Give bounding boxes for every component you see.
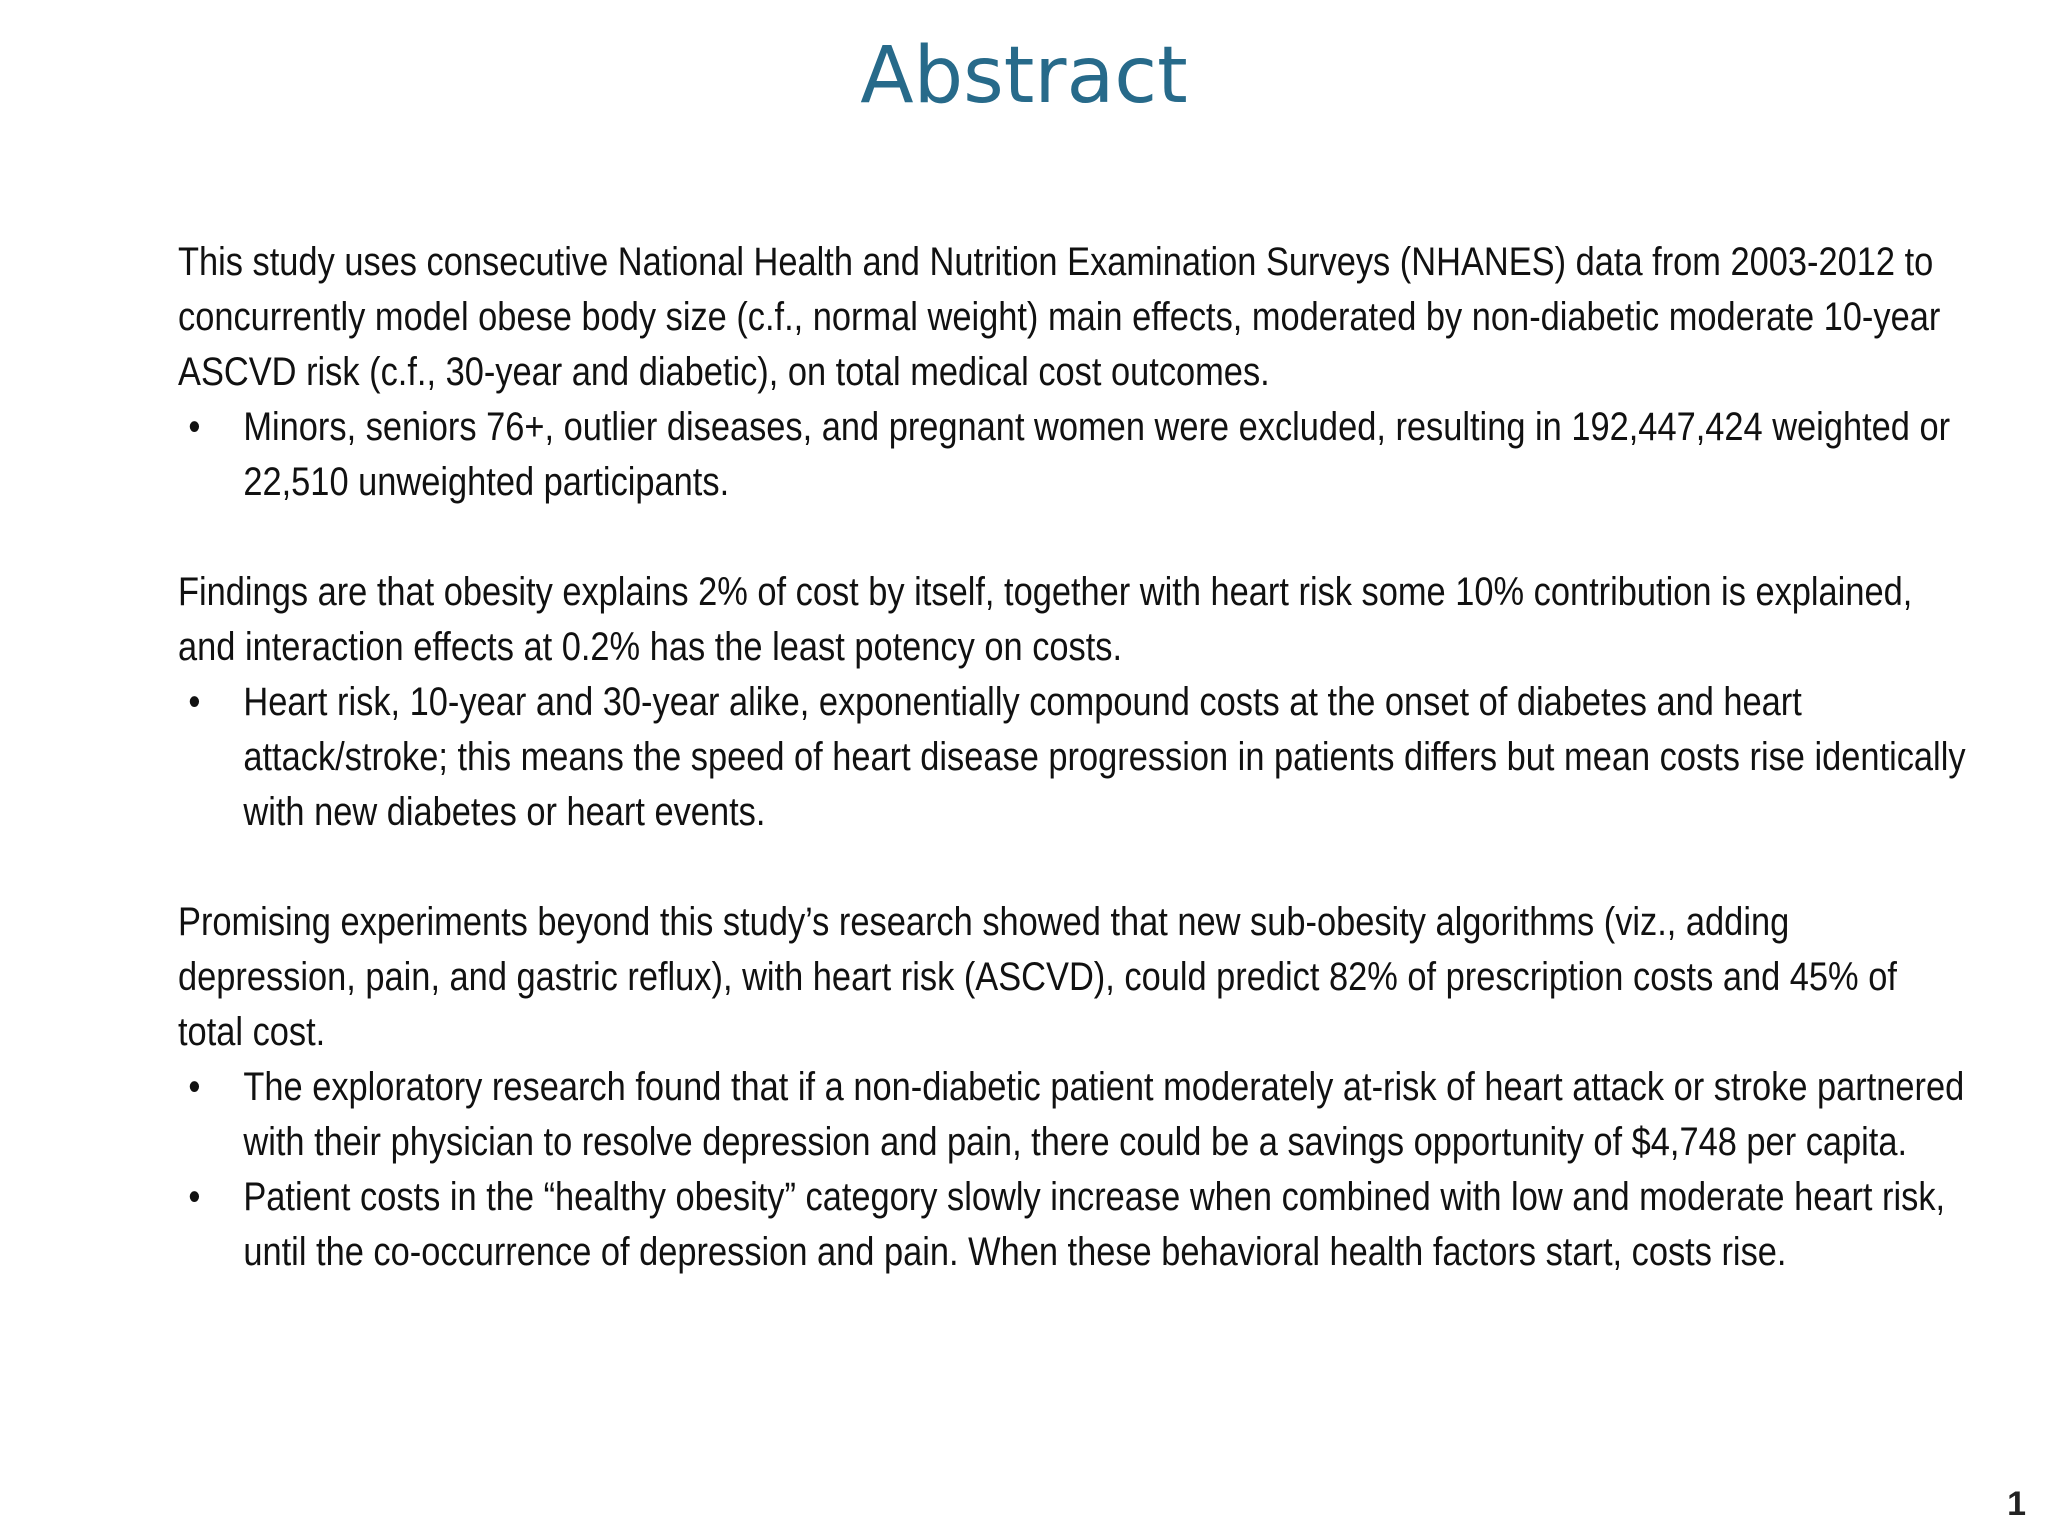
bullet-dot: •	[188, 1175, 201, 1219]
bullet-list	[178, 675, 1968, 840]
abstract-body	[178, 235, 1966, 1280]
section-study-design	[178, 235, 1968, 510]
bullet-item	[178, 1170, 1968, 1280]
bullet-dot: •	[188, 405, 201, 449]
slide-title: Abstract	[860, 31, 1188, 121]
bullet-item	[178, 1060, 1968, 1170]
paragraph-experiments: Promising experiments beyond this study’s research showed that new sub-obesity algorithms (viz., adding depression, pain, and gastric reflux), with heart risk (ASCVD), could predict 82% of prescription costs and 45% of total cost.	[178, 900, 1897, 1054]
paragraph-study-design: This study uses consecutive National Health and Nutrition Examination Surveys (NHANES) data from 2003-2012 to concurrently model obese body size (c.f., normal weight) main effects, moderated by non-diabetic moderate 10-year ASCVD risk (c.f., 30-year and diabetic), on total medical cost outcomes.	[178, 240, 1941, 394]
page-number: 1	[2007, 1485, 2026, 1523]
bullet-text: Heart risk, 10-year and 30-year alike, exponentially compound costs at the onset of diabetes and heart attack/stroke; this means the speed of heart disease progression in patients differs but mean costs rise identically with new diabetes or heart events.	[243, 680, 1966, 834]
section-findings	[178, 565, 1968, 840]
bullet-text: Patient costs in the “healthy obesity” category slowly increase when combined with low and moderate heart risk, until the co-occurrence of depression and pain. When these behavioral health factors start, costs rise.	[243, 1175, 1946, 1274]
bullet-text: The exploratory research found that if a non-diabetic patient moderately at-risk of heart attack or stroke partnered with their physician to resolve depression and pain, there could be a savings opportunity of $4,748 per capita.	[243, 1065, 1965, 1164]
spacer	[178, 840, 1968, 895]
bullet-dot: •	[188, 680, 201, 724]
bullet-item	[178, 675, 1968, 840]
bullet-text: Minors, seniors 76+, outlier diseases, and pregnant women were excluded, resulting in 192,447,424 weighted or 22,510 unweighted participants.	[243, 405, 1951, 504]
bullet-dot: •	[188, 1065, 201, 1109]
paragraph-findings: Findings are that obesity explains 2% of cost by itself, together with heart risk some 10% contribution is explained, and interaction effects at 0.2% has the least potency on costs.	[178, 570, 1913, 669]
bullet-list	[178, 400, 1968, 510]
bullet-item	[178, 400, 1968, 510]
section-experiments	[178, 895, 1968, 1280]
spacer	[178, 510, 1968, 565]
bullet-list	[178, 1060, 1968, 1280]
